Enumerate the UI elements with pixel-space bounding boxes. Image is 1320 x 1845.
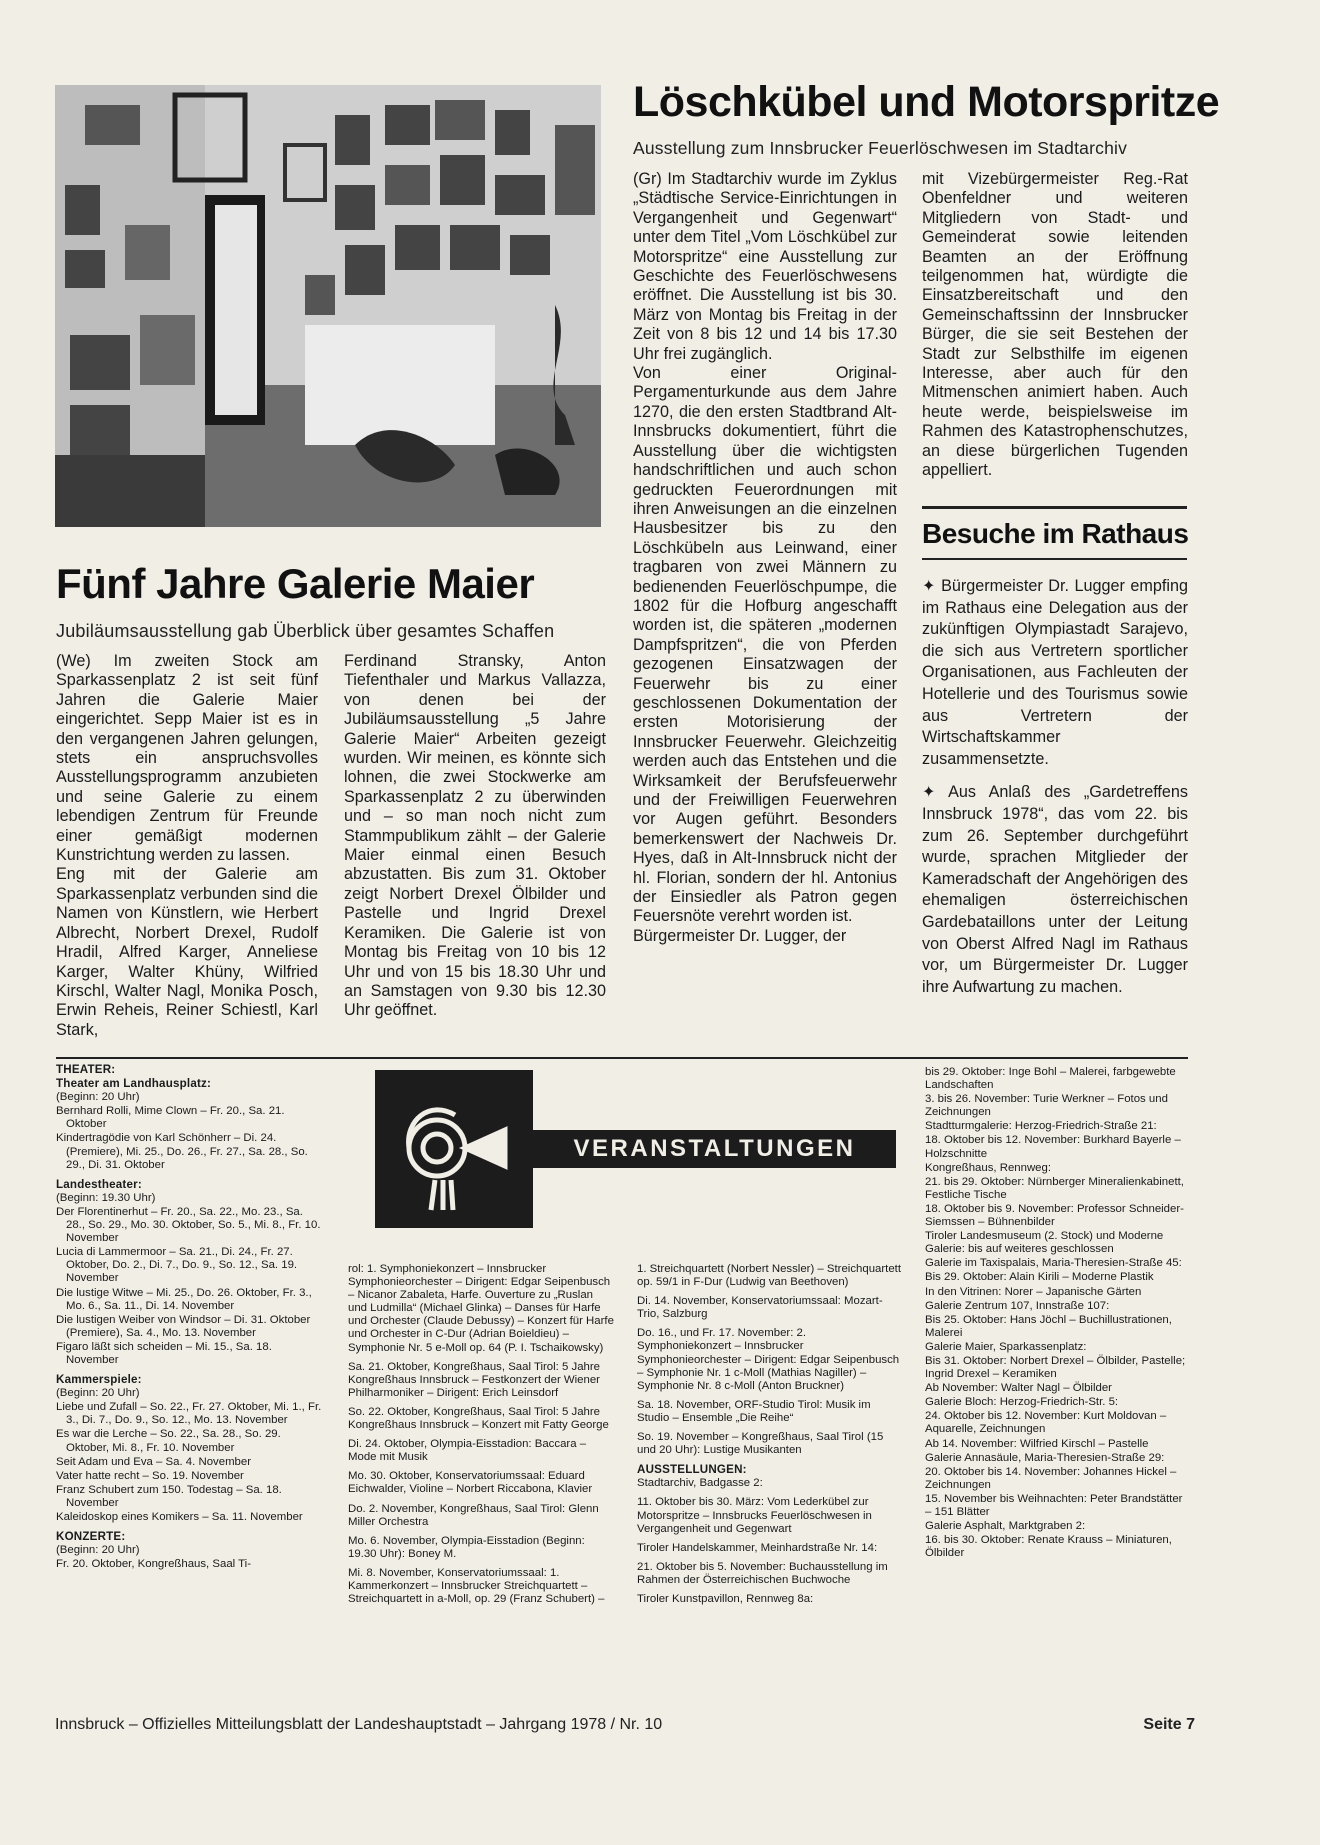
event-item: Mi. 8. November, Konservatoriumssaal: 1. Kammerkonzert – Innsbrucker Streichquartett – Streichquartett in a-Moll, op. 29 (Franz Schubert) – xyxy=(348,1566,605,1606)
event-item: Bernhard Rolli, Mime Clown – Fr. 20., Sa. 21. Oktober xyxy=(56,1105,285,1131)
paragraph: (Gr) Im Stadtarchiv wurde im Zyklus „Städtische Service-Einrichtungen in Vergangenheit und Gegenwart“ unter dem Titel „Vom Löschkübel zur Motorspritze“ eine Ausstellung zur Geschichte des Feuerlöschwesens eröffnet. Die Ausstellung ist bis 30. März von Montag bis Freitag in der Zeit von 8 bis 12 und 14 bis 17.30 Uhr frei zugänglich. xyxy=(633,170,897,363)
event-item: Seit Adam und Eva – Sa. 4. November xyxy=(56,1455,252,1468)
posthorn-logo xyxy=(375,1070,533,1228)
event-item: 21. bis 29. Oktober: Nürnberger Mineralienkabinett, Festliche Tische xyxy=(925,1175,1184,1201)
event-item: (Beginn: 20 Uhr) xyxy=(56,1091,140,1104)
event-item: (Beginn: 20 Uhr) xyxy=(56,1387,140,1400)
veranstaltungen-banner: VERANSTALTUNGEN xyxy=(533,1130,896,1168)
footer-text: Innsbruck – Offizielles Mitteilungsblatt der Landeshauptstadt – Jahrgang 1978 / Nr. 10 xyxy=(55,1716,663,1733)
venue-line: Galerie Bloch: Herzog-Friedrich-Str. 5: xyxy=(925,1396,1119,1409)
event-item: 11. Oktober bis 30. März: Vom Lederkübel zur Motorspritze – Innsbrucks Feuerlöschwesen in Vergangenheit und Gegenwart xyxy=(637,1496,872,1535)
event-item: Kaleidoskop eines Komikers – Sa. 11. November xyxy=(56,1511,303,1523)
event-item: 18. Oktober bis 9. November: Professor Schneider-Siemssen – Bühnenbilder xyxy=(925,1202,1184,1229)
page-footer xyxy=(55,1716,1195,1734)
event-item: Kindertragödie von Karl Schönherr – Di. 24. (Premiere), Mi. 25., Do. 26., Fr. 27., Sa. 28., So. 29., Di. 31. Oktober xyxy=(56,1132,308,1171)
events-col2 xyxy=(348,1263,614,1607)
events-col4 xyxy=(925,1066,1189,1561)
section-heading: KONZERTE: xyxy=(56,1530,126,1544)
event-item: Di. 24. Oktober, Olympia-Eisstadion: Baccara – Mode mit Musik xyxy=(348,1438,587,1464)
event-item: Der Florentinerhut – Fr. 20., Sa. 22., Mo. 23., Sa. 28., So. 29., Mo. 30. Oktober, So. 5., Mi. 8., Fr. 10. November xyxy=(56,1205,321,1245)
event-item: Mo. 30. Oktober, Konservatoriumssaal: Eduard Eichwalder, Violine – Norbert Riccabona, Klavier xyxy=(348,1470,593,1496)
paragraph: ✦ Bürgermeister Dr. Lugger empfing im Rathaus eine Delegation aus der zukünftigen Olympiastadt Sarajevo, die sich aus Vertretern sportlicher Organisationen, aus Fachleuten der Hotellerie und des Tourismus sowie aus Vertretern der Wirtschaftskammer zusammensetzte. xyxy=(922,577,1188,768)
venue-line: Stadtarchiv, Badgasse 2: xyxy=(637,1477,763,1490)
event-item: So. 19. November – Kongreßhaus, Saal Tirol (15 und 20 Uhr): Lustige Musikanten xyxy=(637,1431,884,1457)
right-article-subtitle: Ausstellung zum Innsbrucker Feuerlöschwesen im Stadtarchiv xyxy=(633,138,1128,158)
venue-line: Tiroler Kunstpavillon, Rennweg 8a: xyxy=(637,1592,814,1605)
venue-line: Galerie Asphalt, Marktgraben 2: xyxy=(925,1520,1086,1533)
venue-line: Galerie Maier, Sparkassenplatz: xyxy=(925,1340,1087,1353)
paragraph: ✦ Aus Anlaß des „Gardetreffens Innsbruck 1978“, das vom 22. bis zum 26. September durchgeführt wurde, sprachen Mitglieder der Kameradschaft der Angehörigen des ehemaligen österreichischen Gardebataillons unter der Leitung von Oberst Alfred Nagl im Rathaus vor, um Bürgermeister Dr. Lugger ihre Aufwartung zu machen. xyxy=(922,783,1188,996)
event-item: Do. 2. November, Kongreßhaus, Saal Tirol: Glenn Miller Orchestra xyxy=(348,1502,599,1528)
event-item: 1. Streichquartett (Norbert Nessler) – Streichquartett op. 59/1 in F-Dur (Ludwig van Beethoven) xyxy=(637,1263,901,1289)
event-item: Ab 14. November: Wilfried Kirschl – Pastelle xyxy=(925,1437,1149,1450)
event-item: Di. 14. November, Konservatoriumssaal: Mozart-Trio, Salzburg xyxy=(637,1295,883,1321)
event-item: 20. Oktober bis 14. November: Johannes Hickel – Zeichnungen xyxy=(925,1465,1177,1491)
events-col1 xyxy=(56,1063,324,1572)
venue-line: Galerie im Taxispalais, Maria-Theresien-Straße 45: xyxy=(925,1257,1182,1270)
right-article-title: Löschkübel und Motorspritze xyxy=(633,78,1220,126)
paragraph: (We) Im zweiten Stock am Sparkassenplatz 2 ist seit fünf Jahren die Galerie Maier eingerichtet. Sepp Maier ist es in den vergangenen Jahren gelungen, stets ein anspruchsvolles Ausstellungsprogramm anzubieten und seine Galerie zu einem lebendigen Zentrum für Freunde einer gemäßigt modernen Kunstrichtung werden zu lassen. xyxy=(56,652,318,865)
gallery-photo xyxy=(55,85,601,527)
venue-heading: Landestheater: xyxy=(56,1177,142,1191)
events-col3 xyxy=(637,1263,903,1607)
event-item: Figaro läßt sich scheiden – Mi. 15., Sa. 18. November xyxy=(56,1340,272,1366)
venue-heading: Kammerspiele: xyxy=(56,1373,142,1387)
event-item: rol: 1. Symphoniekonzert – Innsbrucker Symphonieorchester – Dirigent: Edgar Seipenbusch – Nicanor Zabaleta, Harfe. Ouverture zu „Ruslan und Ludmilla“ (Michael Glinka) – Danses für Harfe und Orchester (Claude Debussy) – Konzert für Harfe und Orchester in C-Dur (Adrian Boieldieu) – Symphonie Nr. 5 e-Moll op. 64 (P. I. Tschaikowsky) xyxy=(348,1263,614,1354)
event-item: Ab November: Walter Nagl – Ölbilder xyxy=(925,1382,1112,1395)
event-item: 16. bis 30. Oktober: Renate Krauss – Miniaturen, Ölbilder xyxy=(925,1534,1172,1560)
venue-line: Kongreßhaus, Rennweg: xyxy=(925,1161,1052,1174)
paragraph: Bürgermeister Dr. Lugger, der xyxy=(633,926,847,945)
posthorn-icon xyxy=(375,1070,533,1228)
event-item: bis 29. Oktober: Inge Bohl – Malerei, farbgewebte Landschaften xyxy=(925,1066,1176,1092)
event-item: 18. Oktober bis 12. November: Burkhard Bayerle – Holzschnitte xyxy=(925,1134,1181,1160)
left-article-col1 xyxy=(56,652,318,1040)
event-item: Bis 25. Oktober: Hans Jöchl – Buchillustrationen, Malerei xyxy=(925,1313,1172,1339)
event-item: Lucia di Lammermoor – Sa. 21., Di. 24., Fr. 27. Oktober, Do. 2., Di. 7., Do. 9., So. 12., Sa. 19. November xyxy=(56,1246,298,1285)
right-article-col1 xyxy=(633,170,897,946)
event-item: Sa. 21. Oktober, Kongreßhaus, Saal Tirol: 5 Jahre Kongreßhaus Innsbruck – Festkonzert der Wiener Philharmoniker – Dirigent: Erich Leinsdorf xyxy=(348,1360,601,1399)
paragraph: mit Vizebürgermeister Reg.-Rat Obenfeldner und weiteren Mitgliedern von Stadt- und Gemeinderat sowie leitenden Beamten an der Eröffnung teilgenommen hat, würdigte die Einsatzbereitschaft und den Gemeinschaftssinn der Innsbrucker Bürger, die sie seit Bestehen der Stadt zur Selbsthilfe im eigenen Interesse, aber auch für den Mitmenschen animiert haben. Auch heute werde, beispielsweise im Rahmen des Katastrophenschutzes, an diese bürgerlichen Tugenden appelliert. xyxy=(922,170,1188,480)
section-separator xyxy=(56,1057,1188,1059)
event-item: In den Vitrinen: Norer – Japanische Gärten xyxy=(925,1285,1142,1298)
left-article-title: Fünf Jahre Galerie Maier xyxy=(56,560,535,607)
event-item: Bis 29. Oktober: Alain Kirili – Moderne Plastik xyxy=(925,1271,1154,1284)
event-item: Liebe und Zufall – So. 22., Fr. 27. Oktober, Mi. 1., Fr. 3., Di. 7., Do. 9., So. 12., Mo. 13. November xyxy=(56,1401,322,1427)
paragraph: Von einer Original-Pergamenturkunde aus dem Jahre 1270, die den ersten Stadtbrand Alt-Innsbrucks dokumentiert, führt die Ausstellung über die wichtigsten handschriftlichen und auch schon gedruckten Feuerordnungen mit ihren Anweisungen an die einzelnen Hausbesitzer bis zu den Löschkübeln aus Leinwand, einer tragbaren von zwei Männern zu bedienenden Feuerlöschpumpe, die 1802 für die Hofburg angeschafft worden ist, die späteren „modernen Dampfspritzen“, die von Pferden gezogenen Einsatzwagen der Feuerwehr bis zu einer geschlossenen Dokumentation der ersten Motorisierung der Innsbrucker Feuerwehr. Gleichzeitig werden auch das Entstehen und die Wirksamkeit der Berufsfeuerwehr und der Freiwilligen Feuerwehren vor Augen geführt. Besonders bemerkenswert der Nachweis Dr. Hyes, daß in Alt-Innsbruck nicht der hl. Florian, sondern der hl. Antonius der Einsiedler als Patron gegen Feuersnöte verehrt worden ist. xyxy=(633,364,897,926)
right-article-col2 xyxy=(922,170,1188,481)
event-item: 15. November bis Weihnachten: Peter Brandstätter – 151 Blätter xyxy=(925,1492,1183,1518)
event-item: Bis 31. Oktober: Norbert Drexel – Ölbilder, Pastelle; Ingrid Drexel – Keramiken xyxy=(925,1354,1186,1381)
venue-heading: Theater am Landhausplatz: xyxy=(56,1077,212,1091)
event-item: 3. bis 26. November: Turie Werkner – Fotos und Zeichnungen xyxy=(925,1093,1168,1119)
event-item: Es war die Lerche – So. 22., Sa. 28., So. 29. Oktober, Mi. 8., Fr. 10. November xyxy=(56,1428,281,1454)
rathaus-title: Besuche im Rathaus xyxy=(922,518,1189,549)
venue-line: Stadtturmgalerie: Herzog-Friedrich-Straße 21: xyxy=(925,1120,1157,1133)
event-item: 21. Oktober bis 5. November: Buchausstellung im Rahmen der Österreichischen Buchwoche xyxy=(637,1560,888,1586)
paragraph: Ferdinand Stransky, Anton Tiefenthaler und Markus Vallazza, von denen bei der Jubiläumsausstellung „5 Jahre Galerie Maier“ Arbeiten gezeigt wurden. Wir meinen, es könnte sich lohnen, die zwei Stockwerke am Sparkassenplatz 2 zu überwinden und – so man noch nicht zum Stammpublikum zählt – der Galerie Maier einmal einen Besuch abzustatten. Bis zum 31. Oktober zeigt Norbert Drexel Ölbilder und Pastelle und Ingrid Drexel Keramiken. Die Galerie ist von Montag bis Freitag von 10 bis 12 Uhr und von 15 bis 18.30 Uhr und an Samstagen von 9.30 bis 12.30 Uhr geöffnet. xyxy=(344,652,606,1020)
section-heading: THEATER: xyxy=(56,1063,116,1076)
paragraph: Eng mit der Galerie am Sparkassenplatz verbunden sind die Namen von Künstlern, wie Herbert Albrecht, Norbert Drexel, Rudolf Hradil, Alfred Karger, Anneliese Karger, Walter Khüny, Wilfried Kirschl, Walter Nagl, Monika Posch, Erwin Reheis, Reiner Schiestl, Karl Stark, xyxy=(56,865,318,1039)
venue-line: Tiroler Handelskammer, Meinhardstraße Nr. 14: xyxy=(637,1541,878,1554)
event-item: Die lustige Witwe – Mi. 25., Do. 26. Oktober, Fr. 3., Mo. 6., Sa. 11., Di. 14. November xyxy=(56,1286,312,1312)
venue-line: Galerie Zentrum 107, Innstraße 107: xyxy=(925,1299,1110,1312)
left-article-col2 xyxy=(344,652,606,1021)
event-item: Vater hatte recht – So. 19. November xyxy=(56,1469,244,1482)
event-item: (Beginn: 20 Uhr) xyxy=(56,1544,140,1557)
event-item: So. 22. Oktober, Kongreßhaus, Saal Tirol: 5 Jahre Kongreßhaus Innsbruck – Konzert mit Fatty George xyxy=(348,1405,609,1432)
event-item: (Beginn: 19.30 Uhr) xyxy=(56,1191,156,1204)
event-item: Do. 16., und Fr. 17. November: 2. Symphoniekonzert – Innsbrucker Symphonieorchester – Dirigent: Edgar Seipenbusch – Symphonie Nr. 1 c-Moll (Mathias Nagiller) – Symphonie Nr. 8 c-Moll (Anton Bruckner) xyxy=(637,1327,900,1392)
event-item: Franz Schubert zum 150. Todestag – Sa. 18. November xyxy=(56,1483,282,1509)
rathaus-bottom-rule xyxy=(922,558,1187,560)
event-item: Tiroler Landesmuseum (2. Stock) und Moderne Galerie: bis auf weiteres geschlossen xyxy=(925,1230,1164,1256)
event-item: 24. Oktober bis 12. November: Kurt Moldovan – Aquarelle, Zeichnungen xyxy=(925,1410,1167,1436)
event-item: Die lustigen Weiber von Windsor – Di. 31. Oktober (Premiere), Sa. 4., Mo. 13. November xyxy=(56,1313,311,1339)
event-item: Sa. 18. November, ORF-Studio Tirol: Musik im Studio – Ensemble „Die Reihe“ xyxy=(637,1398,871,1424)
page-number: Seite 7 xyxy=(1143,1716,1195,1733)
gallery-room-image xyxy=(55,85,601,527)
section-heading: AUSSTELLUNGEN: xyxy=(637,1463,747,1477)
venue-line: Galerie Annasäule, Maria-Theresien-Straße 29: xyxy=(925,1451,1165,1464)
rathaus-body xyxy=(922,576,1188,998)
event-item: Fr. 20. Oktober, Kongreßhaus, Saal Ti- xyxy=(56,1558,252,1571)
event-item: Mo. 6. November, Olympia-Eisstadion (Beginn: 19.30 Uhr): Boney M. xyxy=(348,1534,585,1560)
left-article-subtitle: Jubiläumsausstellung gab Überblick über gesamtes Schaffen xyxy=(56,621,555,641)
rathaus-top-rule xyxy=(922,506,1187,509)
